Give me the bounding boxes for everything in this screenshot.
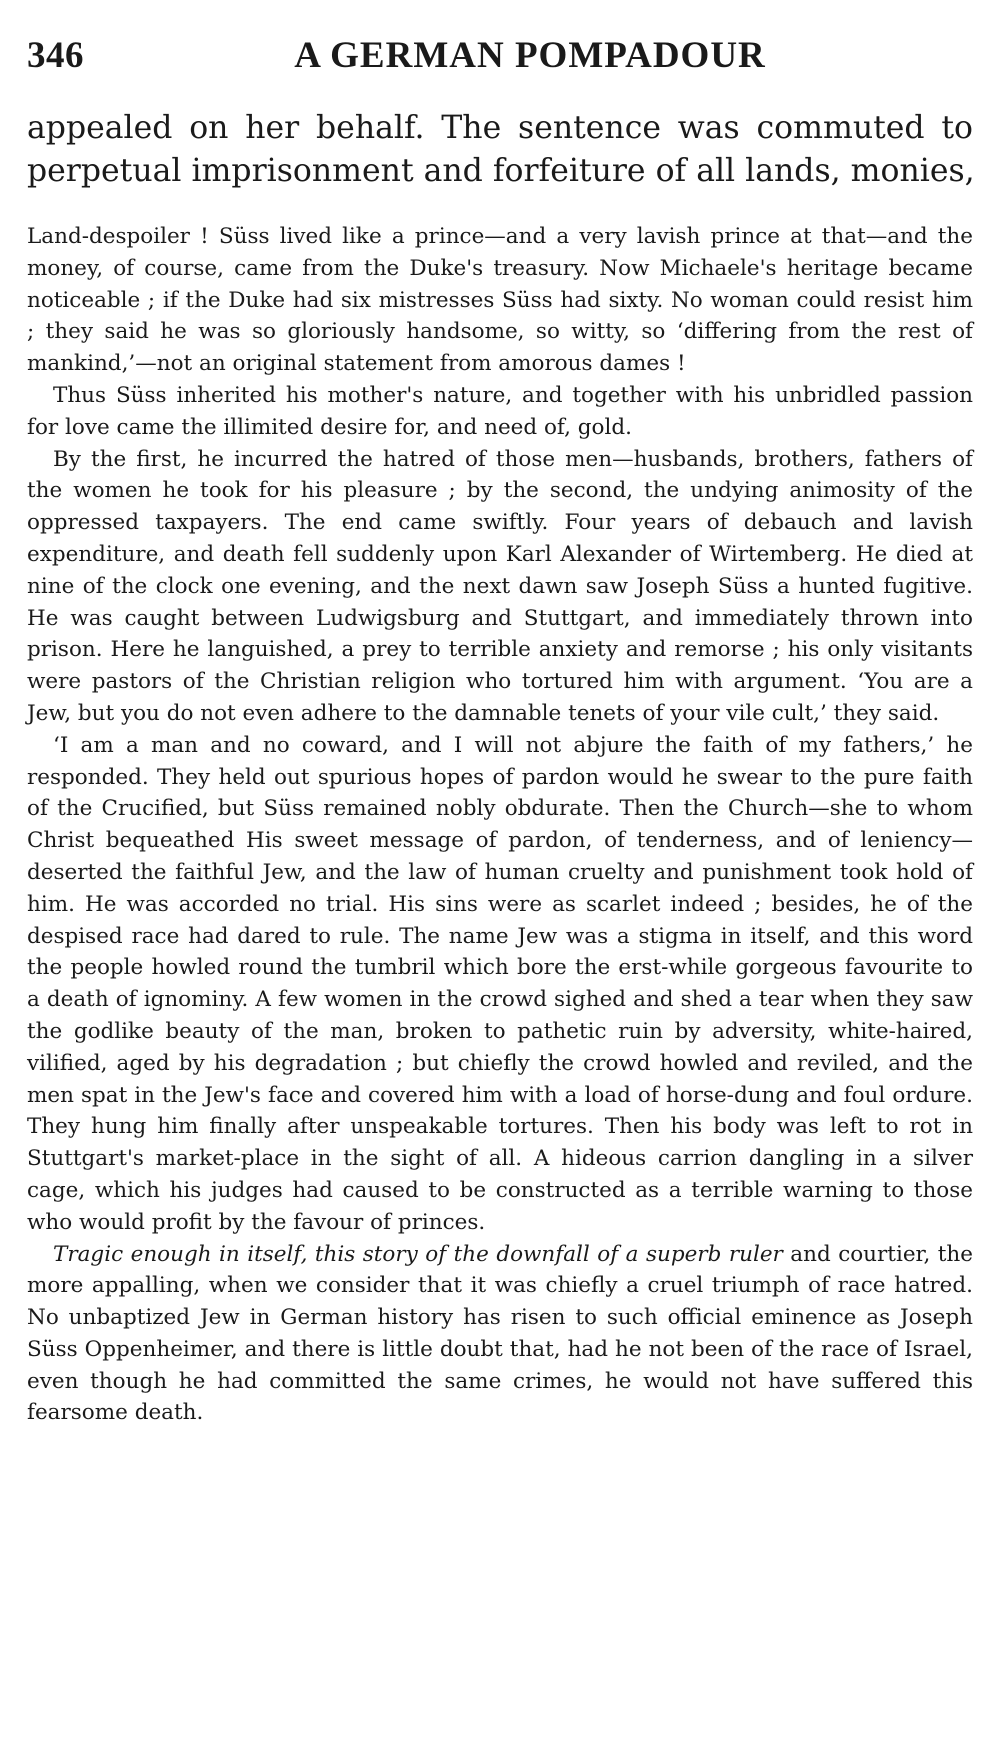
paragraph: [27, 1239, 973, 1430]
running-head: [27, 34, 973, 80]
body-text: [27, 221, 973, 1429]
lead-text-block: [27, 107, 973, 193]
page-number: 346: [27, 35, 84, 76]
lead-line: perpetual imprisonment and forfeiture of all lands, monies,: [27, 153, 975, 189]
paragraph: Land-despoiler ! Süss lived like a prince—and a very lavish prince at that—and the money, of course, came from the Duke's treasury. Now Michaele's heritage became noticeable ; if the Duke had six mistresses Süss had sixty. No woman could resist him ; they said he was so gloriously handsome, so witty, so ‘differing from the rest of mankind,’—not an original statement from amorous dames !: [27, 224, 973, 377]
italic-phrase: Tragic enough in itself, this story of the downfall of a superb ruler: [53, 1241, 783, 1267]
paragraph: By the first, he incurred the hatred of those men—husbands, brothers, fathers of the women he took for his pleasure ; by the second, the undying animosity of the oppressed taxpayers. The end came swiftly. Four years of debauch and lavish expenditure, and death fell suddenly upon Karl Alexander of Wirtemberg. He died at nine of the clock one evening, and the next dawn saw Joseph Süss a hunted fugitive. He was caught between Ludwigsburg and Stuttgart, and immediately thrown into prison. Here he languished, a prey to terrible anxiety and remorse ; his only visitants were pastors of the Christian religion who tortured him with argument. ‘You are a Jew, but you do not even adhere to the damnable tenets of your vile cult,’ they said.: [27, 446, 973, 726]
book-title: A GERMAN POMPADOUR: [294, 35, 766, 76]
paragraph-continuation: and courtier, the more appalling, when we consider that it was chiefly a cruel triumph of race hatred. No unbaptized Jew in German history has risen to such official eminence as Joseph Süss Oppenheimer, and there is little doubt that, had he not been of the race of Israel, even though he had committed the same crimes, he would not have suffered this fearsome death.: [27, 1241, 973, 1426]
paragraph: Thus Süss inherited his mother's nature, and together with his unbridled passion for love came the illimited desire for, and need of, gold.: [27, 382, 973, 440]
lead-line: appealed on her behalf. The sentence was commuted to: [27, 110, 973, 146]
paragraph: ‘I am a man and no coward, and I will not abjure the faith of my fathers,’ he responded. They held out spurious hopes of pardon would he swear to the pure faith of the Crucified, but Süss remained nobly obdurate. Then the Church—she to whom Christ bequeathed His sweet message of pardon, of tenderness, and of leniency—deserted the faithful Jew, and the law of human cruelty and punishment took hold of him. He was accorded no trial. His sins were as scarlet indeed ; besides, he of the despised race had dared to rule. The name Jew was a stigma in itself, and this word the people howled round the tumbril which bore the erst-while gorgeous favourite to a death of ignominy. A few women in the crowd sighed and shed a tear when they saw the godlike beauty of the man, broken to pathetic ruin by adversity, white-haired, vilified, aged by his degradation ; but chiefly the crowd howled and reviled, and the men spat in the Jew's face and covered him with a load of horse-dung and foul ordure. They hung him finally after unspeakable tortures. Then his body was left to rot in Stuttgart's market-place in the sight of all. A hideous carrion dangling in a silver cage, which his judges had caused to be constructed as a terrible warning to those who would profit by the favour of princes.: [27, 732, 973, 1235]
